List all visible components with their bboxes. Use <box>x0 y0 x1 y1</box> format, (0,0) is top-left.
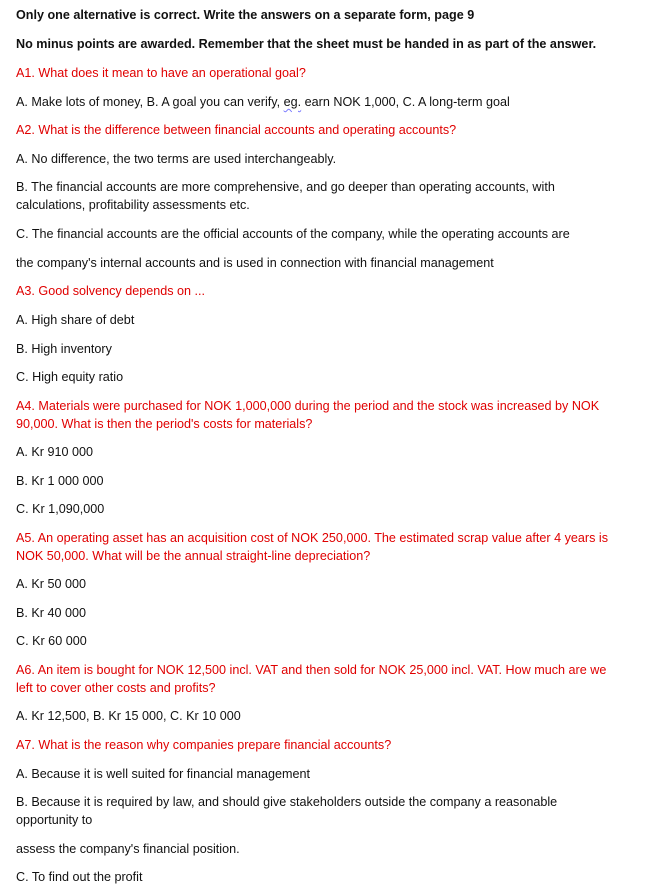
answer-a4-a: A. Kr 910 000 <box>16 445 94 459</box>
answer-a7-a: A. Because it is well suited for financial management <box>16 767 311 781</box>
answer-a2-c-line2: the company's internal accounts and is used in connection with financial management <box>16 256 494 270</box>
answer-a5-b: B. Kr 40 000 <box>16 606 87 620</box>
question-a6: A6. An item is bought for NOK 12,500 incl. VAT and then sold for NOK 25,000 incl. VAT. How much are we left to cover other costs and profits? <box>16 663 607 695</box>
question-a2: A2. What is the difference between financial accounts and operating accounts? <box>16 123 457 137</box>
answer-a5-a: A. Kr 50 000 <box>16 577 87 591</box>
answers-a6: A. Kr 12,500, B. Kr 15 000, C. Kr 10 000 <box>16 709 241 723</box>
answers-a1-part1: A. Make lots of money, B. A goal you can verify, <box>16 95 284 109</box>
answer-a3-b: B. High inventory <box>16 342 112 356</box>
question-a5: A5. An operating asset has an acquisition cost of NOK 250,000. The estimated scrap value after 4 years is NOK 50,000. What will be the annual straight-line depreciation? <box>16 531 609 563</box>
instruction-line-2: No minus points are awarded. Remember that the sheet must be handed in as part of the answer. <box>16 37 597 51</box>
answer-a2-c-line1: C. The financial accounts are the official accounts of the company, while the operating accounts are <box>16 227 570 241</box>
answer-a2-b: B. The financial accounts are more comprehensive, and go deeper than operating accounts, with calculations, profitability assessments etc. <box>16 180 555 212</box>
answer-a2-a: A. No difference, the two terms are used interchangeably. <box>16 152 337 166</box>
answer-a7-b: B. Because it is required by law, and should give stakeholders outside the company a reasonable opportunity to <box>16 795 558 827</box>
answers-a1-eg: eg. <box>283 95 302 109</box>
instruction-line-1: Only one alternative is correct. Write the answers on a separate form, page 9 <box>16 8 475 22</box>
question-a3: A3. Good solvency depends on ... <box>16 284 206 298</box>
answer-a5-c: C. Kr 60 000 <box>16 634 87 648</box>
question-a4: A4. Materials were purchased for NOK 1,000,000 during the period and the stock was increased by NOK 90,000. What is then the period's costs for materials? <box>16 399 600 431</box>
answer-a7-c: C. To find out the profit <box>16 870 143 884</box>
answer-a4-b: B. Kr 1 000 000 <box>16 474 104 488</box>
answers-a1 <box>16 93 510 111</box>
answers-a1-part2: earn NOK 1,000, C. A long-term goal <box>301 95 510 109</box>
answer-a3-a: A. High share of debt <box>16 313 135 327</box>
answer-a4-c: C. Kr 1,090,000 <box>16 502 105 516</box>
answer-a3-c: C. High equity ratio <box>16 370 124 384</box>
question-a1: A1. What does it mean to have an operational goal? <box>16 66 306 80</box>
question-a7: A7. What is the reason why companies prepare financial accounts? <box>16 738 392 752</box>
answer-a7-b-line2: assess the company's financial position. <box>16 842 240 856</box>
